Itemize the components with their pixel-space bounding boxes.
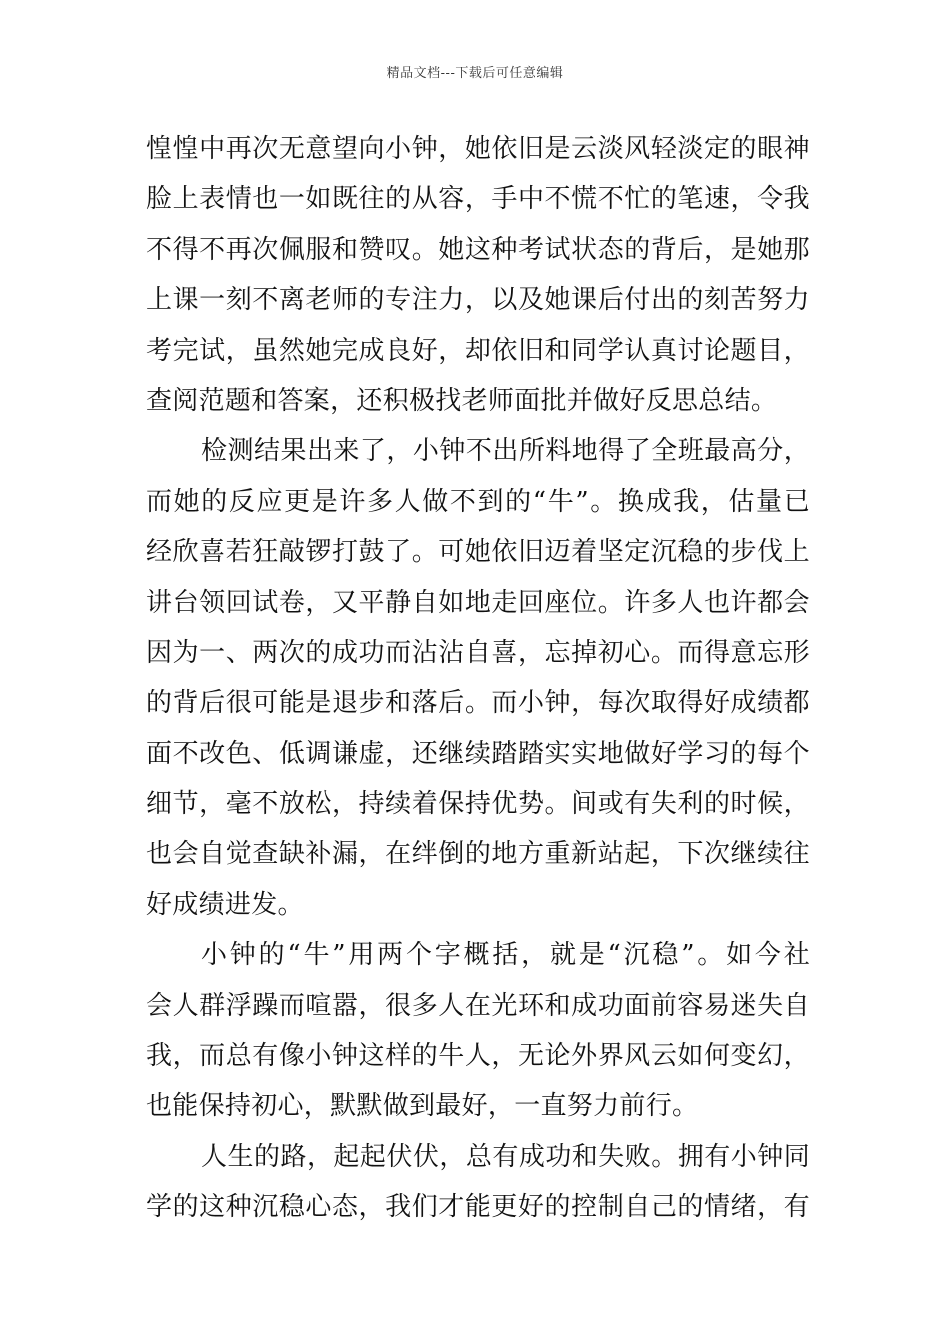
text-line: 面不改色、低调谦虚，还继续踏踏实实地做好学习的每个 xyxy=(146,738,810,769)
text-line: 检测结果出来了，小钟不出所料地得了全班最高分， xyxy=(201,436,810,467)
page-header: 精品文档---下载后可任意编辑 xyxy=(386,66,564,81)
text-line: 经欣喜若狂敲锣打鼓了。可她依旧迈着坚定沉稳的步伐上 xyxy=(146,537,810,568)
text-line: 而她的反应更是许多人做不到的“牛”。换成我，估量已 xyxy=(146,486,810,517)
text-line: 小钟的“牛”用两个字概括，就是“沉稳”。如今社 xyxy=(201,940,810,971)
text-line: 会人群浮躁而喧嚣，很多人在光环和成功面前容易迷失自 xyxy=(146,990,810,1021)
text-line: 因为一、两次的成功而沾沾自喜，忘掉初心。而得意忘形 xyxy=(146,637,810,668)
text-line: 讲台领回试卷，又平静自如地走回座位。许多人也许都会 xyxy=(146,587,810,618)
text-line: 脸上表情也一如既往的从容，手中不慌不忙的笔速，令我 xyxy=(146,184,810,215)
text-line: 也会自觉查缺补漏，在绊倒的地方重新站起，下次继续往 xyxy=(146,839,810,870)
text-line: 我，而总有像小钟这样的牛人，无论外界风云如何变幻， xyxy=(146,1041,810,1072)
text-line: 学的这种沉稳心态，我们才能更好的控制自己的情绪，有 xyxy=(146,1192,810,1223)
text-line: 惶惶中再次无意望向小钟，她依旧是云淡风轻淡定的眼神 xyxy=(146,134,810,164)
text-line: 不得不再次佩服和赞叹。她这种考试状态的背后，是她那 xyxy=(146,234,810,265)
text-line: 也能保持初心，默默做到最好，一直努力前行。 xyxy=(146,1091,699,1122)
text-line: 上课一刻不离老师的专注力，以及她课后付出的刻苦努力 xyxy=(146,285,810,316)
text-line: 查阅范题和答案，还积极找老师面批并做好反思总结。 xyxy=(146,385,778,416)
document-body xyxy=(146,124,810,1233)
text-line: 的背后很可能是退步和落后。而小钟，每次取得好成绩都 xyxy=(146,688,810,719)
text-line: 人生的路，起起伏伏，总有成功和失败。拥有小钟同 xyxy=(201,1141,810,1172)
text-line: 考完试，虽然她完成良好，却依旧和同学认真讨论题目， xyxy=(146,335,810,366)
text-line: 细节，毫不放松，持续着保持优势。间或有失利的时候， xyxy=(146,789,810,820)
text-line: 好成绩进发。 xyxy=(146,889,304,920)
